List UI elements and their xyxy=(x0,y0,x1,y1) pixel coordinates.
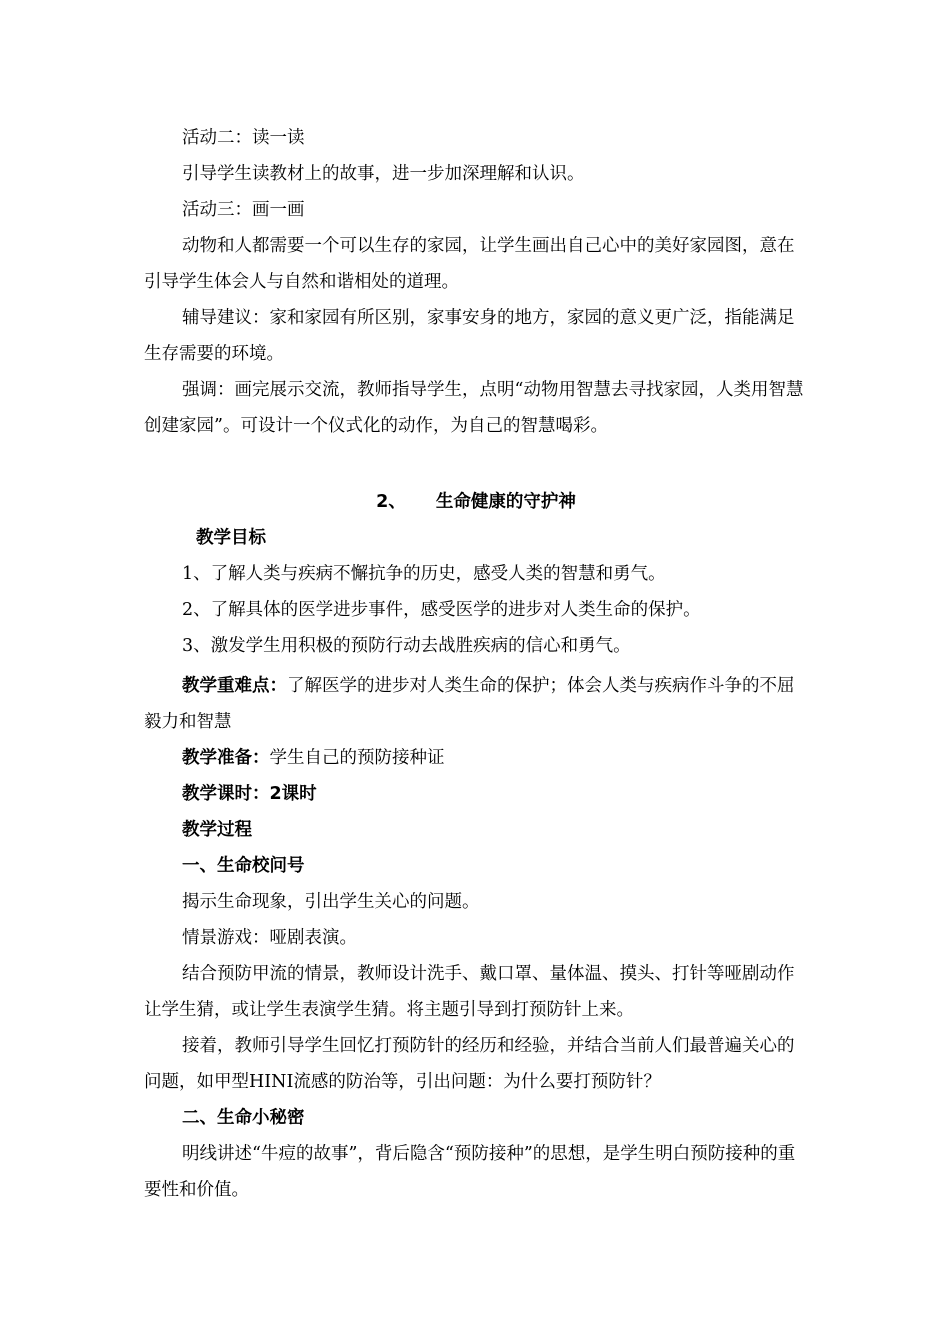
part1-p4: 接着，教师引导学生回忆打预防针的经历和经验，并结合当前人们最普遍关心的问题，如甲型HINI流感的防治等，引出问题：为什么要打预防针？ xyxy=(144,1036,795,1092)
activity3-text: 动物和人都需要一个可以生存的家园，让学生画出自己心中的美好家园图，意在引导学生体会人与自然和谐相处的道理。 xyxy=(144,236,795,292)
activity2-heading: 活动二：读一读 xyxy=(182,128,305,148)
part2-p1: 明线讲述“牛痘的故事”，背后隐含“预防接种”的思想，是学生明白预防接种的重要性和价值。 xyxy=(144,1144,796,1200)
emphasis-text: 强调：画完展示交流，教师指导学生，点明“动物用智慧去寻找家园，人类用智慧创建家园”。可设计一个仪式化的动作，为自己的智慧喝彩。 xyxy=(144,380,804,436)
part1-p2: 情景游戏：哑剧表演。 xyxy=(182,928,357,948)
lesson-body xyxy=(144,668,808,1208)
lesson-title-text: 生命健康的守护神 xyxy=(435,492,576,512)
key-points xyxy=(144,668,808,740)
goal-item: 1、了解人类与疾病不懈抗争的历史，感受人类的智慧和勇气。 xyxy=(182,564,666,584)
goals-heading: 教学目标 xyxy=(196,528,266,548)
part1-heading: 一、生命校问号 xyxy=(182,856,305,876)
key-points-text: 了解医学的进步对人类生命的保护；体会人类与疾病作斗争的不屈毅力和智慧 xyxy=(144,676,795,732)
top-section xyxy=(144,120,808,444)
lesson-number: 2、 xyxy=(376,492,406,512)
lesson-title xyxy=(144,484,808,520)
part1-p1: 揭示生命现象，引出学生关心的问题。 xyxy=(182,892,480,912)
key-points-label: 教学重难点： xyxy=(182,676,287,696)
goal-item: 3、激发学生用积极的预防行动去战胜疾病的信心和勇气。 xyxy=(182,636,631,656)
part1-p3: 结合预防甲流的情景，教师设计洗手、戴口罩、量体温、摸头、打针等哑剧动作让学生猜，或让学生表演学生猜。将主题引导到打预防针上来。 xyxy=(144,964,795,1020)
prep-label: 教学准备： xyxy=(182,748,270,768)
hours-label: 教学课时：2课时 xyxy=(182,784,317,804)
activity2-text: 引导学生读教材上的故事，进一步加深理解和认识。 xyxy=(182,164,585,184)
advice-text: 辅导建议：家和家园有所区别，家事安身的地方，家园的意义更广泛，指能满足生存需要的环境。 xyxy=(144,308,795,364)
prep-text: 学生自己的预防接种证 xyxy=(269,748,445,768)
activity3-heading: 活动三：画一画 xyxy=(182,200,305,220)
process-heading: 教学过程 xyxy=(182,820,252,840)
part2-heading: 二、生命小秘密 xyxy=(182,1108,305,1128)
goal-item: 2、了解具体的医学进步事件，感受医学的进步对人类生命的保护。 xyxy=(182,600,701,620)
prep xyxy=(144,740,808,776)
goals-list xyxy=(182,556,808,664)
